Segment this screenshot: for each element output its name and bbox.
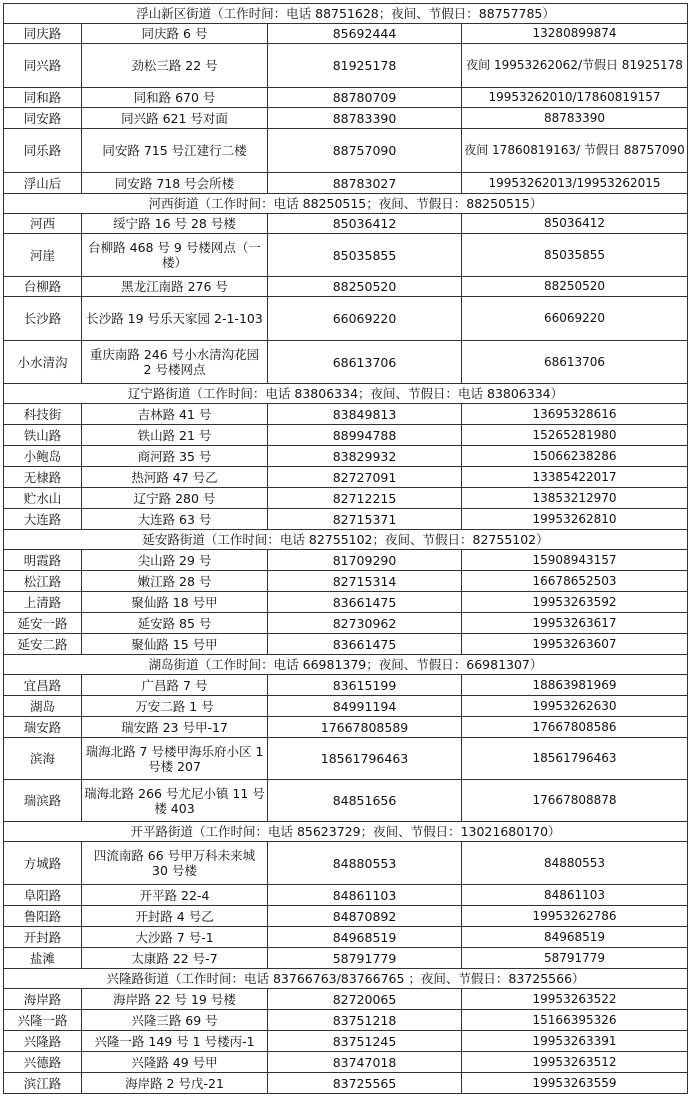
night-holiday-phone-cell: 19953263559	[462, 1073, 688, 1094]
daytime-phone-cell: 88783027	[268, 173, 462, 194]
section-header: 开平路街道（工作时间：电话 85623729；夜间、节假日：13021680170）	[4, 822, 688, 842]
address-cell: 广昌路 7 号	[82, 675, 268, 696]
community-name-cell: 盐滩	[4, 948, 82, 969]
table-row	[4, 467, 688, 488]
address-cell: 大沙路 7 号-1	[82, 927, 268, 948]
section-header-row	[4, 194, 688, 214]
table-row	[4, 341, 688, 384]
daytime-phone-cell: 84968519	[268, 927, 462, 948]
address-cell: 聚仙路 18 号甲	[82, 592, 268, 613]
table-row	[4, 446, 688, 467]
night-holiday-phone-cell: 19953262810	[462, 509, 688, 530]
night-holiday-phone-cell: 84861103	[462, 885, 688, 906]
daytime-phone-cell: 85692444	[268, 24, 462, 44]
night-holiday-phone-cell: 19953262630	[462, 696, 688, 717]
table-row	[4, 1052, 688, 1073]
community-name-cell: 方城路	[4, 842, 82, 885]
daytime-phone-cell: 88783390	[268, 108, 462, 129]
community-name-cell: 浮山后	[4, 173, 82, 194]
night-holiday-phone-cell: 66069220	[462, 297, 688, 341]
daytime-phone-cell: 81709290	[268, 550, 462, 571]
community-name-cell: 兴隆一路	[4, 1010, 82, 1031]
night-holiday-phone-cell: 85036412	[462, 214, 688, 234]
community-name-cell: 上清路	[4, 592, 82, 613]
night-holiday-phone-cell: 19953263512	[462, 1052, 688, 1073]
table-row	[4, 1073, 688, 1094]
night-holiday-phone-cell: 68613706	[462, 341, 688, 384]
table-row	[4, 88, 688, 108]
community-name-cell: 鲁阳路	[4, 906, 82, 927]
daytime-phone-cell: 17667808589	[268, 717, 462, 738]
section-header-row	[4, 4, 688, 24]
night-holiday-phone-cell: 58791779	[462, 948, 688, 969]
address-cell: 瑞安路 23 号甲-17	[82, 717, 268, 738]
community-name-cell: 同兴路	[4, 44, 82, 88]
daytime-phone-cell: 83725565	[268, 1073, 462, 1094]
address-cell: 开封路 4 号乙	[82, 906, 268, 927]
daytime-phone-cell: 84861103	[268, 885, 462, 906]
table-row	[4, 780, 688, 822]
night-holiday-phone-cell: 16678652503	[462, 571, 688, 592]
table-row	[4, 488, 688, 509]
address-cell: 大连路 63 号	[82, 509, 268, 530]
community-name-cell: 兴德路	[4, 1052, 82, 1073]
address-cell: 兴隆三路 69 号	[82, 1010, 268, 1031]
table-row	[4, 592, 688, 613]
community-name-cell: 铁山路	[4, 425, 82, 446]
night-holiday-phone-cell: 19953262786	[462, 906, 688, 927]
community-name-cell: 长沙路	[4, 297, 82, 341]
daytime-phone-cell: 83747018	[268, 1052, 462, 1073]
table-row	[4, 948, 688, 969]
night-holiday-phone-cell: 19953263592	[462, 592, 688, 613]
daytime-phone-cell: 84880553	[268, 842, 462, 885]
section-header: 河西街道（工作时间：电话 88250515；夜间、节假日：88250515）	[4, 194, 688, 214]
daytime-phone-cell: 85036412	[268, 214, 462, 234]
daytime-phone-cell: 84851656	[268, 780, 462, 822]
table-row	[4, 885, 688, 906]
night-holiday-phone-cell: 夜间 17860819163/ 节假日 88757090	[462, 129, 688, 173]
address-cell: 热河路 47 号乙	[82, 467, 268, 488]
community-name-cell: 宜昌路	[4, 675, 82, 696]
community-name-cell: 同乐路	[4, 129, 82, 173]
section-header-row	[4, 384, 688, 404]
daytime-phone-cell: 83751218	[268, 1010, 462, 1031]
daytime-phone-cell: 84870892	[268, 906, 462, 927]
section-header: 兴隆路街道（工作时间：电话 83766763/83766765 ；夜间、节假日：83725566）	[4, 969, 688, 989]
night-holiday-phone-cell: 88783390	[462, 108, 688, 129]
night-holiday-phone-cell: 18863981969	[462, 675, 688, 696]
address-cell: 兴隆路 49 号甲	[82, 1052, 268, 1073]
address-cell: 兴隆一路 149 号 1 号楼丙-1	[82, 1031, 268, 1052]
table-row	[4, 297, 688, 341]
daytime-phone-cell: 88757090	[268, 129, 462, 173]
address-cell: 商河路 35 号	[82, 446, 268, 467]
table-row	[4, 927, 688, 948]
daytime-phone-cell: 83829932	[268, 446, 462, 467]
address-cell: 瑞海北路 266 号尤尼小镇 11 号楼 403	[82, 780, 268, 822]
night-holiday-phone-cell: 13695328616	[462, 404, 688, 425]
daytime-phone-cell: 81925178	[268, 44, 462, 88]
address-cell: 嫩江路 28 号	[82, 571, 268, 592]
table-row	[4, 738, 688, 780]
community-name-cell: 延安二路	[4, 634, 82, 655]
address-cell: 同安路 715 号江建行二楼	[82, 129, 268, 173]
daytime-phone-cell: 83615199	[268, 675, 462, 696]
community-name-cell: 台柳路	[4, 277, 82, 297]
table-row	[4, 675, 688, 696]
table-row	[4, 24, 688, 44]
community-name-cell: 贮水山	[4, 488, 82, 509]
table-row	[4, 989, 688, 1010]
night-holiday-phone-cell: 15265281980	[462, 425, 688, 446]
community-name-cell: 小鲍岛	[4, 446, 82, 467]
address-cell: 辽宁路 280 号	[82, 488, 268, 509]
daytime-phone-cell: 88780709	[268, 88, 462, 108]
address-cell: 同庆路 6 号	[82, 24, 268, 44]
table-row	[4, 571, 688, 592]
table-row	[4, 277, 688, 297]
night-holiday-phone-cell: 17667808878	[462, 780, 688, 822]
address-cell: 海岸路 2 号戊-21	[82, 1073, 268, 1094]
community-name-cell: 河崖	[4, 234, 82, 277]
section-header-row	[4, 822, 688, 842]
daytime-phone-cell: 83661475	[268, 592, 462, 613]
daytime-phone-cell: 83751245	[268, 1031, 462, 1052]
community-name-cell: 滨江路	[4, 1073, 82, 1094]
daytime-phone-cell: 82730962	[268, 613, 462, 634]
community-name-cell: 河西	[4, 214, 82, 234]
daytime-phone-cell: 82720065	[268, 989, 462, 1010]
table-row	[4, 214, 688, 234]
night-holiday-phone-cell: 18561796463	[462, 738, 688, 780]
address-cell: 四流南路 66 号甲万科未来城 30 号楼	[82, 842, 268, 885]
section-header: 浮山新区街道（工作时间：电话 88751628；夜间、节假日：88757785）	[4, 4, 688, 24]
address-cell: 延安路 85 号	[82, 613, 268, 634]
section-header: 辽宁路街道（工作时间：电话 83806334；夜间、节假日：电话 83806334）	[4, 384, 688, 404]
night-holiday-phone-cell: 夜间 19953262062/节假日 81925178	[462, 44, 688, 88]
table-row	[4, 44, 688, 88]
address-cell: 黑龙江南路 276 号	[82, 277, 268, 297]
address-cell: 同和路 670 号	[82, 88, 268, 108]
daytime-phone-cell: 84991194	[268, 696, 462, 717]
address-cell: 聚仙路 15 号甲	[82, 634, 268, 655]
address-cell: 绥宁路 16 号 28 号楼	[82, 214, 268, 234]
community-name-cell: 同和路	[4, 88, 82, 108]
community-name-cell: 瑞安路	[4, 717, 82, 738]
daytime-phone-cell: 85035855	[268, 234, 462, 277]
night-holiday-phone-cell: 13853212970	[462, 488, 688, 509]
contact-directory	[3, 3, 687, 1094]
table-row	[4, 613, 688, 634]
night-holiday-phone-cell: 19953263522	[462, 989, 688, 1010]
section-header-row	[4, 530, 688, 550]
table-row	[4, 1031, 688, 1052]
night-holiday-phone-cell: 19953263607	[462, 634, 688, 655]
community-name-cell: 滨海	[4, 738, 82, 780]
table-row	[4, 1010, 688, 1031]
night-holiday-phone-cell: 85035855	[462, 234, 688, 277]
table-row	[4, 404, 688, 425]
community-name-cell: 科技街	[4, 404, 82, 425]
address-cell: 开平路 22-4	[82, 885, 268, 906]
address-cell: 同安路 718 号会所楼	[82, 173, 268, 194]
daytime-phone-cell: 82712215	[268, 488, 462, 509]
community-name-cell: 阜阳路	[4, 885, 82, 906]
table-row	[4, 634, 688, 655]
community-name-cell: 同庆路	[4, 24, 82, 44]
section-header: 湖岛街道（工作时间：电话 66981379；夜间、节假日：66981307）	[4, 655, 688, 675]
community-name-cell: 延安一路	[4, 613, 82, 634]
address-cell: 瑞海北路 7 号楼甲海乐府小区 1 号楼 207	[82, 738, 268, 780]
address-cell: 劲松三路 22 号	[82, 44, 268, 88]
daytime-phone-cell: 82715371	[268, 509, 462, 530]
section-header: 延安路街道（工作时间：电话 82755102；夜间、节假日：82755102）	[4, 530, 688, 550]
address-cell: 铁山路 21 号	[82, 425, 268, 446]
address-cell: 尖山路 29 号	[82, 550, 268, 571]
night-holiday-phone-cell: 13385422017	[462, 467, 688, 488]
daytime-phone-cell: 82727091	[268, 467, 462, 488]
night-holiday-phone-cell: 19953263391	[462, 1031, 688, 1052]
community-name-cell: 湖岛	[4, 696, 82, 717]
address-cell: 海岸路 22 号 19 号楼	[82, 989, 268, 1010]
night-holiday-phone-cell: 15908943157	[462, 550, 688, 571]
daytime-phone-cell: 58791779	[268, 948, 462, 969]
daytime-phone-cell: 82715314	[268, 571, 462, 592]
table-row	[4, 509, 688, 530]
address-cell: 台柳路 468 号 9 号楼网点（一楼）	[82, 234, 268, 277]
community-name-cell: 松江路	[4, 571, 82, 592]
address-cell: 同兴路 621 号对面	[82, 108, 268, 129]
table-row	[4, 717, 688, 738]
table-row	[4, 108, 688, 129]
table-row	[4, 129, 688, 173]
daytime-phone-cell: 68613706	[268, 341, 462, 384]
community-name-cell: 大连路	[4, 509, 82, 530]
address-cell: 吉林路 41 号	[82, 404, 268, 425]
table-row	[4, 550, 688, 571]
night-holiday-phone-cell: 19953263617	[462, 613, 688, 634]
table-row	[4, 234, 688, 277]
table-row	[4, 425, 688, 446]
address-cell: 万安二路 1 号	[82, 696, 268, 717]
community-name-cell: 兴隆路	[4, 1031, 82, 1052]
section-header-row	[4, 655, 688, 675]
night-holiday-phone-cell: 19953262010/17860819157	[462, 88, 688, 108]
address-cell: 长沙路 19 号乐天家园 2-1-103	[82, 297, 268, 341]
table-row	[4, 173, 688, 194]
community-name-cell: 瑞滨路	[4, 780, 82, 822]
community-name-cell: 海岸路	[4, 989, 82, 1010]
address-cell: 重庆南路 246 号小水清沟花园 2 号楼网点	[82, 341, 268, 384]
daytime-phone-cell: 83849813	[268, 404, 462, 425]
night-holiday-phone-cell: 84968519	[462, 927, 688, 948]
section-header-row	[4, 969, 688, 989]
contact-table	[3, 3, 688, 1094]
daytime-phone-cell: 18561796463	[268, 738, 462, 780]
night-holiday-phone-cell: 15166395326	[462, 1010, 688, 1031]
night-holiday-phone-cell: 17667808586	[462, 717, 688, 738]
table-row	[4, 906, 688, 927]
night-holiday-phone-cell: 19953262013/19953262015	[462, 173, 688, 194]
community-name-cell: 无棣路	[4, 467, 82, 488]
night-holiday-phone-cell: 84880553	[462, 842, 688, 885]
night-holiday-phone-cell: 13280899874	[462, 24, 688, 44]
daytime-phone-cell: 88250520	[268, 277, 462, 297]
community-name-cell: 开封路	[4, 927, 82, 948]
community-name-cell: 明霞路	[4, 550, 82, 571]
community-name-cell: 小水清沟	[4, 341, 82, 384]
daytime-phone-cell: 66069220	[268, 297, 462, 341]
table-row	[4, 696, 688, 717]
daytime-phone-cell: 88994788	[268, 425, 462, 446]
night-holiday-phone-cell: 15066238286	[462, 446, 688, 467]
address-cell: 太康路 22 号-7	[82, 948, 268, 969]
table-row	[4, 842, 688, 885]
community-name-cell: 同安路	[4, 108, 82, 129]
night-holiday-phone-cell: 88250520	[462, 277, 688, 297]
daytime-phone-cell: 83661475	[268, 634, 462, 655]
